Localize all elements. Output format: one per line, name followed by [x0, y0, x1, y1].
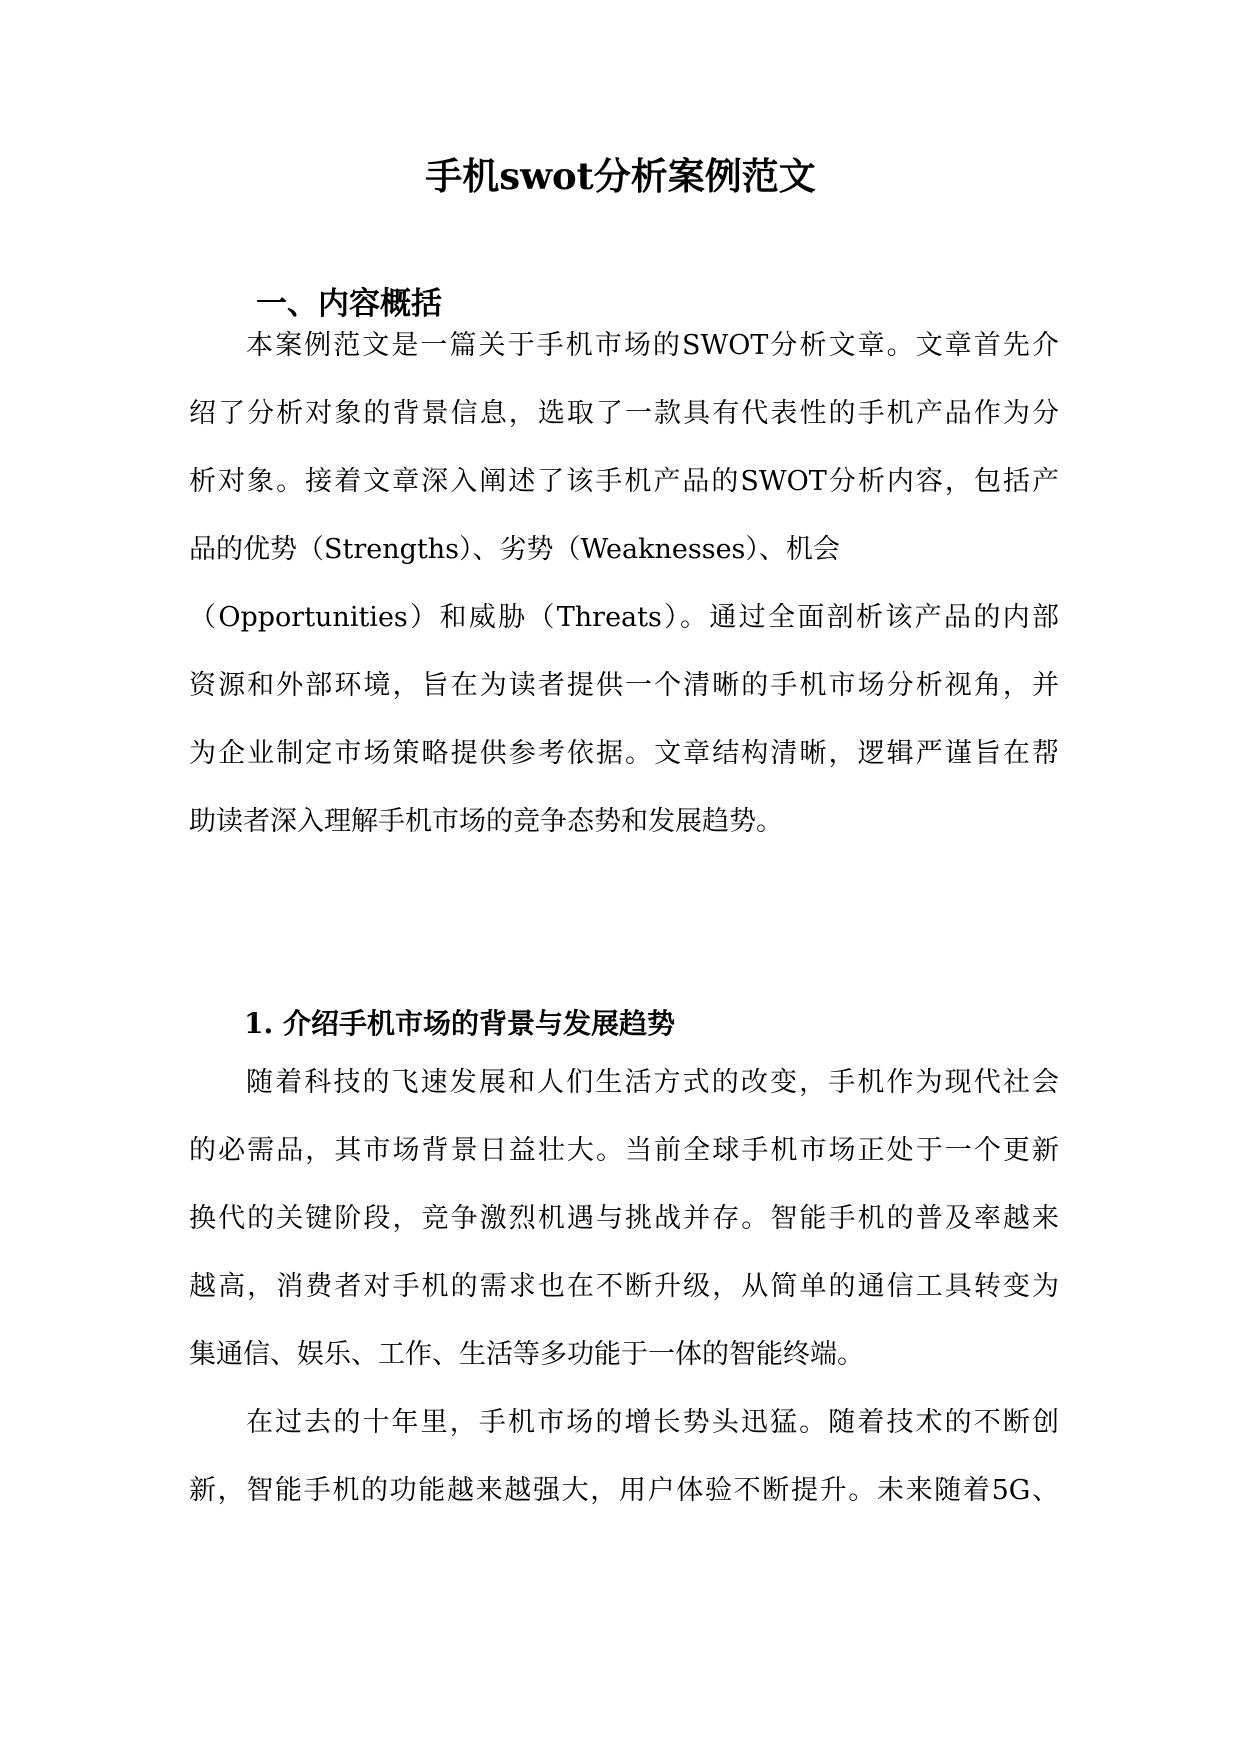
paragraph-line: 绍了分析对象的背景信息，选取了一款具有代表性的手机产品作为分	[189, 398, 1059, 429]
paragraph-line: 助读者深入理解手机市场的竞争态势和发展趋势。	[189, 806, 783, 837]
paragraph-line: 的必需品，其市场背景日益壮大。当前全球手机市场正处于一个更新	[189, 1135, 1059, 1166]
paragraph-line: 析对象。接着文章深入阐述了该手机产品的SWOT分析内容，包括产	[189, 466, 1059, 497]
paragraph-line: 品的优势（Strengths）、劣势（Weaknesses）、机会	[189, 534, 840, 565]
paragraph-line: 新，智能手机的功能越来越强大，用户体验不断提升。未来随着5G、	[189, 1475, 1059, 1506]
paragraph-line: 换代的关键阶段，竞争激烈机遇与挑战并存。智能手机的普及率越来	[189, 1203, 1059, 1234]
paragraph-line: 在过去的十年里，手机市场的增长势头迅猛。随着技术的不断创	[246, 1407, 1059, 1438]
paragraph-line: 随着科技的飞速发展和人们生活方式的改变，手机作为现代社会	[246, 1067, 1059, 1098]
paragraph-line: 集通信、娱乐、工作、生活等多功能于一体的智能终端。	[189, 1339, 864, 1370]
paragraph-line: 越高，消费者对手机的需求也在不断升级，从简单的通信工具转变为	[189, 1271, 1059, 1302]
section-heading-overview: 一、内容概括	[256, 286, 442, 322]
document-title: 手机swot分析案例范文	[425, 154, 816, 198]
paragraph-line: 本案例范文是一篇关于手机市场的SWOT分析文章。文章首先介	[246, 330, 1059, 361]
paragraph-line: 为企业制定市场策略提供参考依据。文章结构清晰，逻辑严谨旨在帮	[189, 738, 1059, 769]
section-heading-market-background: 1. 介绍手机市场的背景与发展趋势	[244, 1007, 675, 1040]
paragraph-line: （Opportunities）和威胁（Threats）。通过全面剖析该产品的内部	[189, 602, 1059, 633]
paragraph-line: 资源和外部环境，旨在为读者提供一个清晰的手机市场分析视角，并	[189, 670, 1059, 701]
